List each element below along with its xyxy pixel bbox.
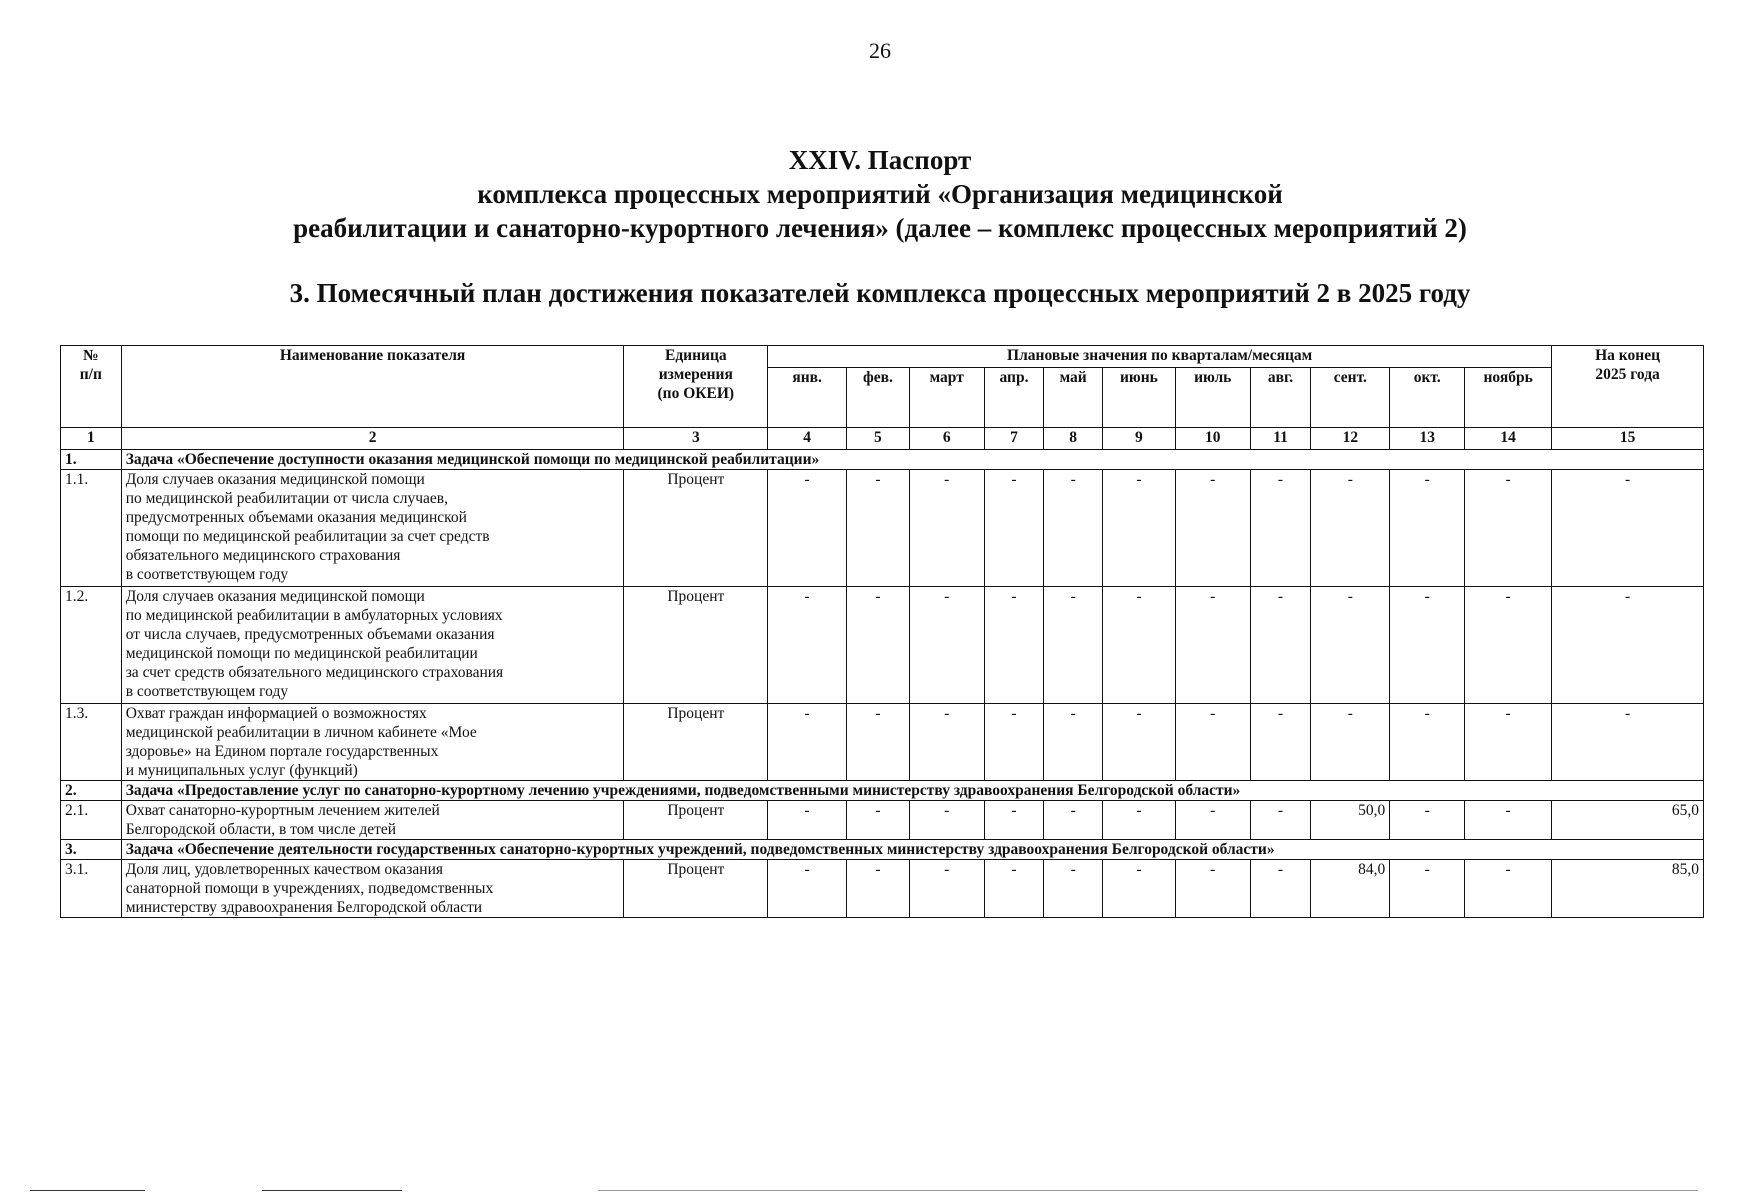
monthly-value: - (1390, 704, 1465, 781)
end-of-year-value: - (1552, 587, 1704, 704)
monthly-value: - (1175, 587, 1250, 704)
end-of-year-value: - (1552, 470, 1704, 587)
monthly-value: - (1311, 587, 1390, 704)
monthly-value: - (1250, 704, 1311, 781)
task-row (61, 781, 1704, 801)
indicator-name: Доля лиц, удовлетворенных качеством оказания санаторной помощи в учреждениях, подведомственных министерству здравоохранения Белгородской области (121, 860, 624, 918)
monthly-value: - (1250, 470, 1311, 587)
monthly-value: - (909, 860, 984, 918)
indicator-unit: Процент (624, 704, 768, 781)
monthly-value: - (1102, 587, 1175, 704)
indicator-name: Доля случаев оказания медицинской помощи по медицинской реабилитации от числа случаев, предусмотренных объемами оказания медицинской помощи по медицинской реабилитации за счет средств обязательного медицинского страхования в соответствующем году (121, 470, 624, 587)
task-row (61, 840, 1704, 860)
monthly-value: - (768, 470, 847, 587)
indicator-name: Охват санаторно-курортным лечением жителей Белгородской области, в том числе детей (121, 801, 624, 840)
monthly-value: - (1465, 704, 1552, 781)
indicator-number: 1.1. (61, 470, 122, 587)
column-number: 3 (624, 428, 768, 450)
monthly-value: - (1465, 587, 1552, 704)
indicator-row (61, 704, 1704, 781)
header-unit: Единица измерения (по ОКЕИ) (624, 346, 768, 428)
header-month: июнь (1102, 368, 1175, 428)
header-name: Наименование показателя (121, 346, 624, 428)
task-row (61, 450, 1704, 470)
header-month: сент. (1311, 368, 1390, 428)
monthly-value: - (1102, 860, 1175, 918)
monthly-value: - (1390, 801, 1465, 840)
monthly-value: - (1250, 860, 1311, 918)
indicator-name: Охват граждан информацией о возможностях медицинской реабилитации в личном кабинете «Мое здоровье» на Едином портале государственных и муниципальных услуг (функций) (121, 704, 624, 781)
indicator-number: 2.1. (61, 801, 122, 840)
monthly-value: - (1044, 587, 1103, 704)
monthly-value: - (984, 470, 1044, 587)
footer-rule (0, 1190, 1760, 1194)
column-number: 2 (121, 428, 624, 450)
column-number: 7 (984, 428, 1044, 450)
monthly-value: - (984, 587, 1044, 704)
column-number: 1 (61, 428, 122, 450)
monthly-value: - (1044, 801, 1103, 840)
monthly-value: - (1102, 801, 1175, 840)
indicator-row (61, 587, 1704, 704)
task-name: Задача «Предоставление услуг по санаторно-курортному лечению учреждениями, подведомственными министерству здравоохранения Белгородской области» (121, 781, 1703, 801)
column-number: 4 (768, 428, 847, 450)
monthly-value: - (847, 860, 910, 918)
task-number: 2. (61, 781, 122, 801)
header-plan-group: Плановые значения по кварталам/месяцам (768, 346, 1552, 368)
title-line-2: комплекса процессных мероприятий «Организация медицинской (477, 179, 1283, 209)
monthly-value: - (1044, 860, 1103, 918)
section-heading: 3. Помесячный план достижения показателей комплекса процессных мероприятий 2 в 2025 году (289, 278, 1471, 308)
monthly-value: - (1175, 704, 1250, 781)
header-month: ноябрь (1465, 368, 1552, 428)
monthly-value: - (768, 704, 847, 781)
monthly-value: - (1390, 860, 1465, 918)
indicator-row (61, 470, 1704, 587)
monthly-value: - (1175, 801, 1250, 840)
indicator-number: 1.3. (61, 704, 122, 781)
monthly-value: - (1311, 704, 1390, 781)
monthly-value: - (768, 860, 847, 918)
monthly-value: - (1465, 470, 1552, 587)
header-end-of-year: На конец 2025 года (1552, 346, 1704, 428)
monthly-value: - (1102, 704, 1175, 781)
document-title (0, 143, 1760, 245)
monthly-value: - (1390, 470, 1465, 587)
monthly-value: - (768, 587, 847, 704)
monthly-value: - (984, 704, 1044, 781)
title-line-3: реабилитации и санаторно-курортного лечения» (далее – комплекс процессных мероприятий 2) (293, 213, 1467, 243)
column-number: 10 (1175, 428, 1250, 450)
indicator-number: 1.2. (61, 587, 122, 704)
column-number: 14 (1465, 428, 1552, 450)
monthly-value: - (1465, 801, 1552, 840)
monthly-value: - (1175, 860, 1250, 918)
header-month: янв. (768, 368, 847, 428)
indicator-unit: Процент (624, 801, 768, 840)
task-name: Задача «Обеспечение доступности оказания медицинской помощи по медицинской реабилитации» (121, 450, 1703, 470)
indicator-number: 3.1. (61, 860, 122, 918)
monthly-value: - (847, 704, 910, 781)
monthly-value: - (1102, 470, 1175, 587)
column-number: 15 (1552, 428, 1704, 450)
monthly-value: - (1311, 470, 1390, 587)
header-month: апр. (984, 368, 1044, 428)
indicator-row (61, 860, 1704, 918)
header-month: март (909, 368, 984, 428)
header-month: авг. (1250, 368, 1311, 428)
monthly-value: - (1465, 860, 1552, 918)
column-number: 8 (1044, 428, 1103, 450)
monthly-value: 50,0 (1311, 801, 1390, 840)
task-number: 1. (61, 450, 122, 470)
monthly-value: 84,0 (1311, 860, 1390, 918)
monthly-value: - (847, 587, 910, 704)
column-number: 6 (909, 428, 984, 450)
monthly-value: - (1250, 587, 1311, 704)
monthly-value: - (984, 860, 1044, 918)
end-of-year-value: 85,0 (1552, 860, 1704, 918)
monthly-plan-table (60, 345, 1704, 918)
column-number: 12 (1311, 428, 1390, 450)
indicator-unit: Процент (624, 587, 768, 704)
header-month: фев. (847, 368, 910, 428)
title-line-1: XXIV. Паспорт (788, 145, 972, 175)
monthly-value: - (984, 801, 1044, 840)
monthly-value: - (1390, 587, 1465, 704)
task-name: Задача «Обеспечение деятельности государственных санаторно-курортных учреждений, подведомственных министерству здравоохранения Белгородской области» (121, 840, 1703, 860)
task-number: 3. (61, 840, 122, 860)
monthly-value: - (847, 470, 910, 587)
monthly-value: - (1044, 704, 1103, 781)
page-number: 26 (869, 38, 891, 63)
monthly-value: - (909, 704, 984, 781)
monthly-value: - (1175, 470, 1250, 587)
monthly-value: - (909, 470, 984, 587)
monthly-value: - (1250, 801, 1311, 840)
end-of-year-value: - (1552, 704, 1704, 781)
column-number: 5 (847, 428, 910, 450)
monthly-value: - (909, 801, 984, 840)
monthly-value: - (909, 587, 984, 704)
header-num: № п/п (61, 346, 122, 428)
column-number: 9 (1102, 428, 1175, 450)
header-month: май (1044, 368, 1103, 428)
end-of-year-value: 65,0 (1552, 801, 1704, 840)
indicator-unit: Процент (624, 860, 768, 918)
column-number: 11 (1250, 428, 1311, 450)
indicator-unit: Процент (624, 470, 768, 587)
monthly-value: - (847, 801, 910, 840)
column-number: 13 (1390, 428, 1465, 450)
header-month: окт. (1390, 368, 1465, 428)
indicator-name: Доля случаев оказания медицинской помощи по медицинской реабилитации в амбулаторных условиях от числа случаев, предусмотренных объемами оказания медицинской помощи по медицинской реабилитации за счет средств обязательного медицинского страхования в соответствующем году (121, 587, 624, 704)
header-month: июль (1175, 368, 1250, 428)
monthly-value: - (768, 801, 847, 840)
indicator-row (61, 801, 1704, 840)
monthly-value: - (1044, 470, 1103, 587)
